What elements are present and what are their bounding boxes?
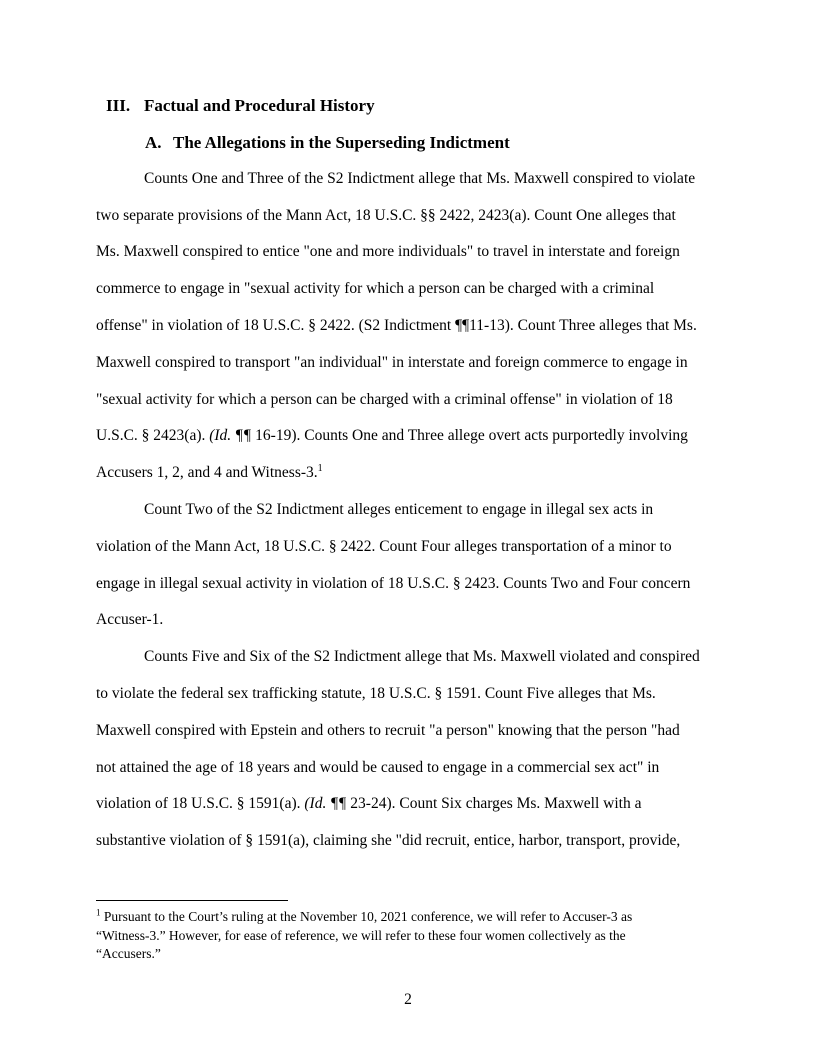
- paragraph3-line5-text-b: 23-24). Count Six charges Ms. Maxwell with a: [346, 795, 642, 812]
- paragraph1-line8: [96, 426, 688, 446]
- paragraph3-line5: [96, 794, 641, 814]
- page-number: 2: [404, 991, 412, 1008]
- paragraph1-line7: "sexual activity for which a person can be charged with a criminal offense" in violation of 18: [96, 391, 673, 408]
- paragraph3-line4: not attained the age of 18 years and would be caused to engage in a commercial sex act" in: [96, 759, 660, 776]
- footnote-marker: 1: [96, 907, 101, 918]
- subsection-title: The Allegations in the Superseding Indictment: [173, 133, 510, 152]
- paragraph1-line2: two separate provisions of the Mann Act, 18 U.S.C. §§ 2422, 2423(a). Count One alleges that: [96, 207, 676, 224]
- paragraph3-line6: substantive violation of § 1591(a), claiming she "did recruit, entice, harbor, transport, provide,: [96, 832, 681, 849]
- footnote-line1-text: Pursuant to the Court’s ruling at the November 10, 2021 conference, we will refer to Accuser-3 as: [100, 909, 633, 924]
- citation-id: (Id. ¶¶: [209, 427, 252, 444]
- paragraph1-line8-text-b: 16-19). Counts One and Three allege overt acts purportedly involving: [251, 427, 688, 444]
- paragraph1-line9: [96, 463, 323, 483]
- section-number: III.: [106, 96, 131, 115]
- paragraph3-line3: Maxwell conspired with Epstein and others to recruit "a person" knowing that the person "had: [96, 722, 680, 739]
- paragraph2-line2: violation of the Mann Act, 18 U.S.C. § 2422. Count Four alleges transportation of a minor to: [96, 538, 672, 555]
- paragraph1-line9-text: Accusers 1, 2, and 4 and Witness-3.: [96, 464, 318, 481]
- paragraph1-line5: offense" in violation of 18 U.S.C. § 2422. (S2 Indictment ¶¶11-13). Count Three alleges that Ms.: [96, 317, 697, 334]
- subsection-heading: [145, 133, 510, 153]
- paragraph3-line5-text-a: violation of 18 U.S.C. § 1591(a).: [96, 795, 305, 812]
- paragraph2-line1: Count Two of the S2 Indictment alleges enticement to engage in illegal sex acts in: [144, 501, 654, 518]
- paragraph2-line3: engage in illegal sexual activity in violation of 18 U.S.C. § 2423. Counts Two and Four concern: [96, 575, 691, 592]
- footnote-line1: [96, 908, 632, 925]
- paragraph1-line1: Counts One and Three of the S2 Indictment allege that Ms. Maxwell conspired to violate: [144, 170, 696, 187]
- footnote-line2: “Witness-3.” However, for ease of reference, we will refer to these four women collectively as the: [96, 928, 626, 943]
- paragraph3-line2: to violate the federal sex trafficking statute, 18 U.S.C. § 1591. Count Five alleges that Ms.: [96, 685, 656, 702]
- footnote-separator: [96, 900, 288, 901]
- paragraph1-line8-text-a: U.S.C. § 2423(a).: [96, 427, 210, 444]
- section-title: Factual and Procedural History: [144, 96, 375, 115]
- paragraph1-line4: commerce to engage in "sexual activity for which a person can be charged with a criminal: [96, 280, 655, 297]
- paragraph2-line4: Accuser-1.: [96, 611, 164, 628]
- footnote-line3: “Accusers.”: [96, 946, 161, 961]
- paragraph3-line1: Counts Five and Six of the S2 Indictment allege that Ms. Maxwell violated and conspired: [144, 648, 700, 665]
- section-heading: [106, 96, 375, 116]
- paragraph1-line6: Maxwell conspired to transport "an individual" in interstate and foreign commerce to engage in: [96, 354, 688, 371]
- subsection-number: A.: [145, 133, 162, 152]
- citation-id: (Id. ¶¶: [304, 795, 347, 812]
- paragraph1-line3: Ms. Maxwell conspired to entice "one and more individuals" to travel in interstate and foreign: [96, 243, 680, 260]
- footnote-reference[interactable]: 1: [317, 462, 323, 474]
